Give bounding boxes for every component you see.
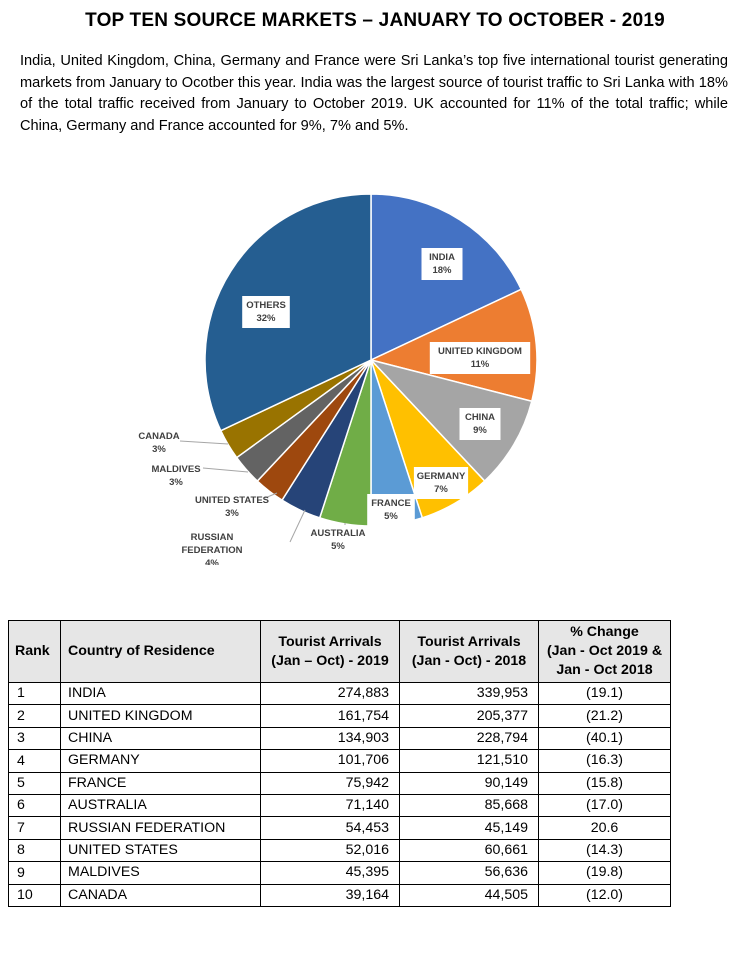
cell-rank: 8 <box>9 839 61 861</box>
pie-label-canada <box>138 431 228 455</box>
pie-label-category: CHINA <box>464 412 496 423</box>
cell-rank: 7 <box>9 817 61 839</box>
cell-change: (15.8) <box>539 772 671 794</box>
cell-country: CANADA <box>61 884 261 906</box>
cell-arrivals-2019: 75,942 <box>261 772 400 794</box>
pie-label-united-kingdom <box>430 342 530 374</box>
pie-chart-svg <box>0 180 750 565</box>
table-row <box>9 705 671 727</box>
table-row <box>9 862 671 884</box>
cell-arrivals-2019: 274,883 <box>261 683 400 705</box>
table-row <box>9 772 671 794</box>
pie-label-category: GERMANY <box>416 471 466 482</box>
pie-label-percent: 3% <box>169 477 183 488</box>
pie-label-percent: 7% <box>434 484 448 495</box>
header-rank: Rank <box>9 621 61 683</box>
pie-label-india <box>422 248 463 280</box>
pie-label-category: UNITED STATES <box>194 495 270 506</box>
cell-rank: 3 <box>9 727 61 749</box>
table-header-row <box>9 621 671 683</box>
cell-arrivals-2018: 85,668 <box>400 794 539 816</box>
cell-country: FRANCE <box>61 772 261 794</box>
header-arrivals-2019 <box>261 621 400 683</box>
cell-rank: 4 <box>9 750 61 772</box>
cell-arrivals-2018: 60,661 <box>400 839 539 861</box>
cell-change: (17.0) <box>539 794 671 816</box>
cell-change: 20.6 <box>539 817 671 839</box>
cell-arrivals-2018: 44,505 <box>400 884 539 906</box>
pie-label-germany <box>414 467 468 499</box>
cell-arrivals-2019: 39,164 <box>261 884 400 906</box>
cell-arrivals-2019: 161,754 <box>261 705 400 727</box>
pie-label-percent: 5% <box>384 511 398 522</box>
cell-arrivals-2018: 205,377 <box>400 705 539 727</box>
pie-label-percent: 3% <box>152 444 166 455</box>
cell-arrivals-2019: 71,140 <box>261 794 400 816</box>
cell-arrivals-2018: 228,794 <box>400 727 539 749</box>
pie-label-category: FRANCE <box>371 498 411 509</box>
pie-label-category: AUSTRALIA <box>310 528 366 539</box>
cell-country: GERMANY <box>61 750 261 772</box>
pie-label-united-states <box>195 493 277 519</box>
pie-label-category: FEDERATION <box>181 545 243 556</box>
pie-label-percent: 5% <box>331 541 345 552</box>
cell-change: (19.8) <box>539 862 671 884</box>
cell-arrivals-2019: 52,016 <box>261 839 400 861</box>
pie-label-category: OTHERS <box>246 300 286 311</box>
cell-rank: 1 <box>9 683 61 705</box>
header-arrivals-2019-line2: (Jan – Oct) - 2019 <box>271 652 389 669</box>
pie-label-china <box>460 408 501 440</box>
cell-arrivals-2018: 90,149 <box>400 772 539 794</box>
table-row <box>9 794 671 816</box>
pie-label-percent: 32% <box>256 313 276 324</box>
cell-arrivals-2019: 134,903 <box>261 727 400 749</box>
pie-label-percent: 9% <box>473 425 487 436</box>
header-country: Country of Residence <box>61 621 261 683</box>
pie-label-category: UNITED KINGDOM <box>438 346 522 357</box>
cell-arrivals-2018: 339,953 <box>400 683 539 705</box>
source-markets-table <box>8 620 671 907</box>
header-change-line3: Jan - Oct 2018 <box>556 662 653 678</box>
cell-country: UNITED KINGDOM <box>61 705 261 727</box>
cell-change: (12.0) <box>539 884 671 906</box>
header-arrivals-2018 <box>400 621 539 683</box>
cell-arrivals-2018: 45,149 <box>400 817 539 839</box>
table-row <box>9 727 671 749</box>
pie-label-maldives <box>151 464 248 488</box>
cell-rank: 6 <box>9 794 61 816</box>
cell-change: (14.3) <box>539 839 671 861</box>
pie-label-percent: 18% <box>432 265 452 276</box>
pie-label-australia <box>311 523 366 552</box>
table-row <box>9 750 671 772</box>
leader-line-russian-federation <box>290 510 305 542</box>
cell-arrivals-2018: 121,510 <box>400 750 539 772</box>
header-arrivals-2019-line1: Tourist Arrivals <box>278 633 382 650</box>
table-row <box>9 817 671 839</box>
cell-country: INDIA <box>61 683 261 705</box>
cell-country: UNITED STATES <box>61 839 261 861</box>
cell-change: (21.2) <box>539 705 671 727</box>
pie-label-percent: 4% <box>205 558 219 565</box>
cell-country: RUSSIAN FEDERATION <box>61 817 261 839</box>
pie-label-others <box>242 296 290 328</box>
pie-label-category: MALDIVES <box>151 464 201 475</box>
cell-arrivals-2018: 56,636 <box>400 862 539 884</box>
cell-rank: 5 <box>9 772 61 794</box>
header-change <box>539 621 671 683</box>
cell-country: MALDIVES <box>61 862 261 884</box>
cell-change: (19.1) <box>539 683 671 705</box>
pie-label-category: RUSSIAN <box>190 532 234 543</box>
cell-country: AUSTRALIA <box>61 794 261 816</box>
page-title: TOP TEN SOURCE MARKETS – JANUARY TO OCTOBER - 2019 <box>85 10 665 31</box>
table-row <box>9 839 671 861</box>
cell-arrivals-2019: 54,453 <box>261 817 400 839</box>
cell-arrivals-2019: 101,706 <box>261 750 400 772</box>
leader-line-canada <box>180 441 228 444</box>
header-arrivals-2018-line2: (Jan - Oct) - 2018 <box>411 652 527 669</box>
cell-rank: 2 <box>9 705 61 727</box>
pie-label-france <box>367 494 415 526</box>
cell-country: CHINA <box>61 727 261 749</box>
pie-chart <box>0 180 750 565</box>
header-change-line2: (Jan - Oct 2019 & <box>546 643 663 659</box>
pie-label-percent: 11% <box>470 359 490 370</box>
cell-arrivals-2019: 45,395 <box>261 862 400 884</box>
pie-label-category: INDIA <box>429 252 455 263</box>
header-arrivals-2018-line1: Tourist Arrivals <box>417 633 521 650</box>
cell-rank: 10 <box>9 884 61 906</box>
cell-change: (40.1) <box>539 727 671 749</box>
source-markets-table-wrap <box>8 620 671 907</box>
pie-label-percent: 3% <box>225 508 239 519</box>
table-row <box>9 884 671 906</box>
pie-label-category: CANADA <box>138 431 180 442</box>
intro-paragraph: India, United Kingdom, China, Germany and France were Sri Lanka’s top five international tourist generating markets from January to Ocotber this year. India was the largest source of tourist traffic to Sri Lanka with 18% of the total traffic received from January to October 2019. UK accounted for 11% of the total traffic; while China, Germany and France accounted for 9%, 7% and 5%. <box>20 53 728 134</box>
leader-line-maldives <box>203 468 248 472</box>
header-change-line1: % Change <box>570 624 639 640</box>
table-row <box>9 683 671 705</box>
cell-rank: 9 <box>9 862 61 884</box>
cell-change: (16.3) <box>539 750 671 772</box>
pie-label-russian-federation <box>181 510 305 565</box>
